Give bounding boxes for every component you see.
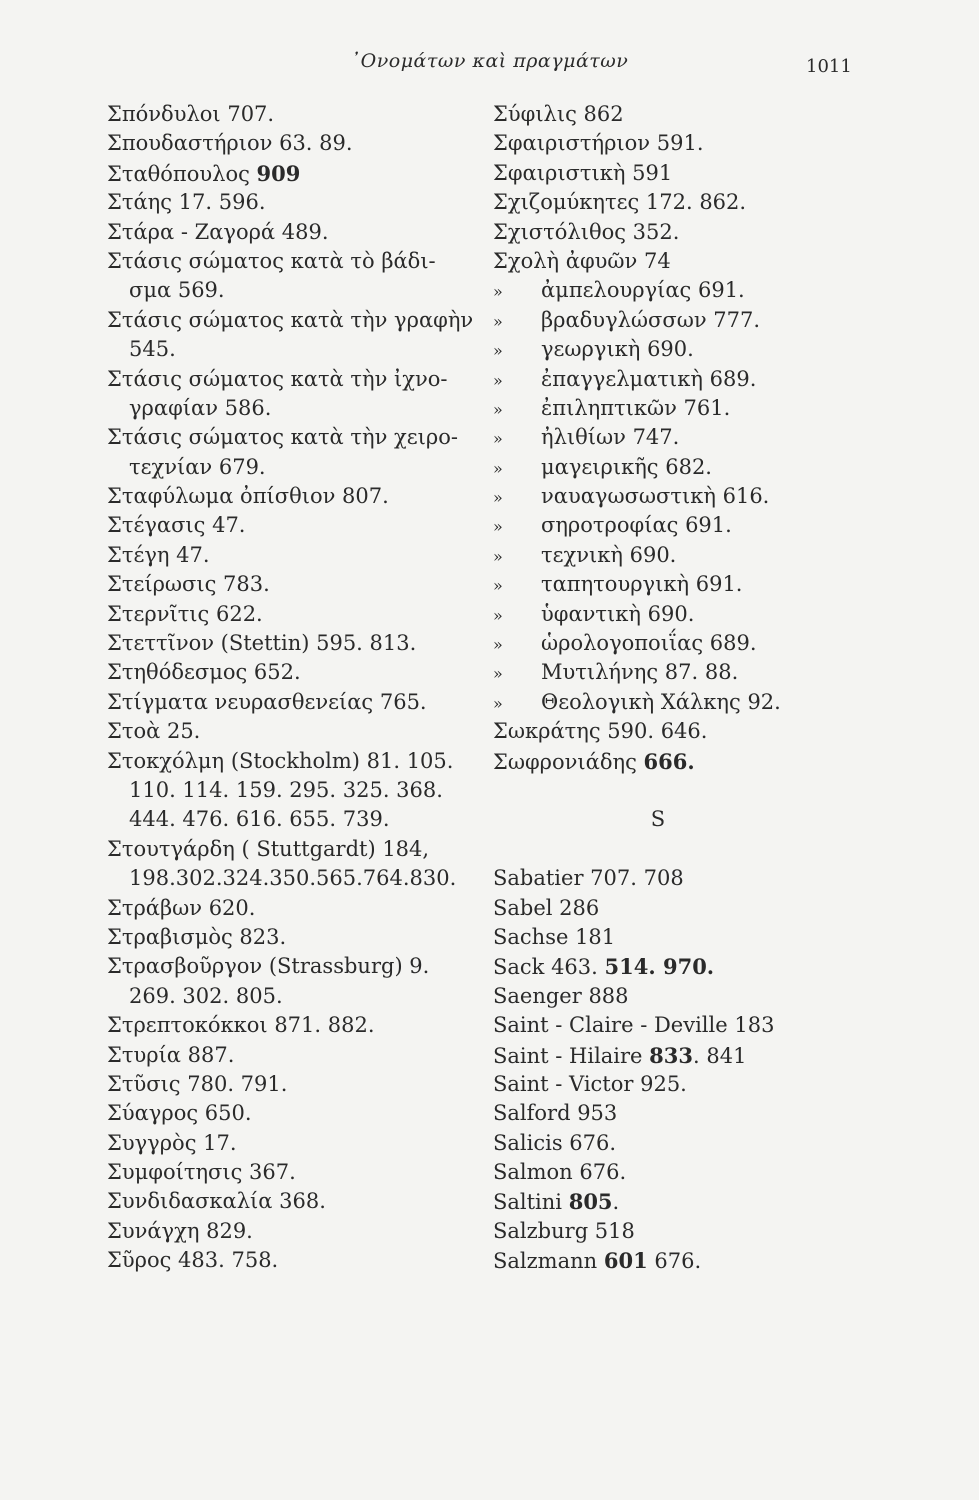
entry-text: ἐπιληπτικῶν 761. [541, 395, 731, 420]
bold-page-ref: 514. 970. [604, 954, 715, 980]
index-entry [493, 864, 823, 893]
index-entry [107, 306, 477, 335]
entry-text: Στάρα - Ζαγορά 489. [107, 219, 329, 244]
index-entry [107, 1011, 477, 1040]
entry-text: Στυρία 887. [107, 1042, 235, 1067]
index-entry [493, 365, 823, 394]
entry-text: μαγειρικῆς 682. [541, 454, 712, 479]
index-entry [493, 923, 823, 952]
entry-text: γραφίαν 586. [129, 395, 272, 420]
index-entry [107, 365, 477, 394]
entry-text: Σχιζομύκητες 172. 862. [493, 190, 747, 215]
entry-text: Στερνῖτις 622. [107, 601, 263, 626]
entry-text: Στράβων 620. [107, 895, 256, 920]
entry-text: Sack 463. [493, 955, 605, 980]
entry-text: Salicis 676. [493, 1130, 617, 1155]
index-entry [107, 511, 477, 540]
ditto-mark: » [493, 311, 503, 331]
entry-text: ἠλιθίων 747. [541, 425, 680, 450]
index-entry [493, 306, 823, 335]
entry-text: σηροτροφίας 691. [541, 513, 732, 538]
entry-text: 444. 476. 616. 655. 739. [129, 807, 390, 832]
index-entry [107, 747, 477, 776]
entry-text: Σύφιλις 862 [493, 102, 624, 126]
index-entry [107, 805, 477, 834]
entry-text: Salford 953 [493, 1101, 618, 1126]
index-entry [107, 658, 477, 687]
ditto-mark: » [493, 429, 503, 449]
index-entry [493, 1246, 823, 1275]
entry-text: Στάσις σώματος κατὰ τὴν χειρο- [107, 425, 458, 450]
ditto-mark: » [493, 664, 503, 684]
index-entry [107, 717, 477, 746]
index-entry [493, 688, 823, 717]
index-entry [493, 894, 823, 923]
entry-text: Σπουδαστήριον 63. 89. [107, 131, 353, 156]
index-entry [493, 541, 823, 570]
index-entry [493, 952, 823, 981]
entry-text: Σταφύλωμα ὀπίσθιον 807. [107, 484, 389, 509]
entry-text: Σωκράτης 590. 646. [493, 719, 708, 744]
bold-page-ref: 666. [643, 748, 695, 774]
index-entry [493, 658, 823, 687]
entry-text: Στέγη 47. [107, 542, 210, 567]
entry-text: Σχολὴ ἀφυῶν 74 [493, 248, 671, 273]
entry-text: Sachse 181 [493, 924, 616, 949]
index-entry [493, 1070, 823, 1099]
entry-text: Σωφρονιάδης [493, 749, 644, 774]
index-entry [493, 629, 823, 658]
index-entry [107, 894, 477, 923]
ditto-mark: » [493, 341, 503, 361]
index-entry [107, 982, 477, 1011]
index-entry [107, 1246, 477, 1275]
index-entry [107, 100, 477, 129]
entry-text: Saint - Victor 925. [493, 1071, 687, 1096]
index-entry [107, 1158, 477, 1187]
entry-text: Saenger 888 [493, 983, 629, 1008]
index-entry [107, 188, 477, 217]
index-entry [107, 600, 477, 629]
index-entry [493, 1158, 823, 1187]
entry-text: Στῦσις 780. 791. [107, 1071, 288, 1096]
ditto-mark: » [493, 605, 503, 625]
index-entry [107, 1187, 477, 1216]
entry-text: Στάσις σώματος κατὰ τὴν ἰχνο- [107, 366, 448, 391]
entry-text: Στίγματα νευρασθενείας 765. [107, 689, 427, 714]
entry-text: Μυτιλήνης 87. 88. [541, 660, 739, 685]
bold-page-ref: 805 [568, 1189, 613, 1215]
ditto-mark: » [493, 370, 503, 390]
index-entry [493, 335, 823, 364]
entry-text: . 841 [693, 1043, 747, 1068]
entry-text: Σχιστόλιθος 352. [493, 219, 680, 244]
entry-text: Θεολογικὴ Χάλκης 92. [541, 689, 781, 714]
index-entry [493, 835, 823, 864]
entry-text: τεχνίαν 679. [129, 454, 266, 479]
entry-text: Στάης 17. 596. [107, 190, 266, 215]
index-entry [107, 423, 477, 452]
entry-text: Στάσις σώματος κατὰ τὴν γραφὴν [107, 307, 474, 332]
index-entry [107, 159, 477, 188]
index-entry [493, 1011, 823, 1040]
entry-text: Στρασβοῦργον (Strassburg) 9. [107, 954, 430, 979]
entry-text: Στουτγάρδη ( Stuttgardt) 184, [107, 836, 430, 861]
entry-text: Συνάγχη 829. [107, 1218, 253, 1243]
entry-text: Στραβισμὸς 823. [107, 924, 287, 949]
index-entry [493, 129, 823, 158]
entry-text: Στείρωσις 783. [107, 572, 270, 597]
entry-text: Στοκχόλμη (Stockholm) 81. 105. [107, 748, 454, 773]
entry-text: Συνδιδασκαλία 368. [107, 1189, 326, 1214]
index-entry [493, 570, 823, 599]
index-column-left [107, 100, 477, 1276]
ditto-mark: » [493, 576, 503, 596]
section-letter [493, 805, 823, 834]
ditto-mark: » [493, 282, 503, 302]
ditto-mark: » [493, 399, 503, 419]
entry-text: βραδυγλώσσων 777. [541, 307, 761, 332]
index-entry [493, 1041, 823, 1070]
entry-text: ὑφαντικὴ 690. [541, 601, 695, 626]
index-entry [107, 952, 477, 981]
entry-text: S [650, 807, 666, 832]
entry-text: Sabel 286 [493, 895, 600, 920]
index-entry [107, 1070, 477, 1099]
index-entry [493, 1187, 823, 1216]
entry-text: Salmon 676. [493, 1160, 627, 1185]
entry-text: Salzburg 518 [493, 1218, 635, 1243]
entry-text: Saltini [493, 1190, 569, 1215]
index-entry [107, 1217, 477, 1246]
index-entry [493, 159, 823, 188]
entry-text: 545. [129, 337, 176, 362]
index-entry [493, 100, 823, 129]
index-entry [107, 688, 477, 717]
index-entry [107, 1041, 477, 1070]
bold-page-ref: 601 [603, 1248, 648, 1274]
index-entry [493, 511, 823, 540]
ditto-mark: » [493, 546, 503, 566]
entry-text: Στέγασις 47. [107, 513, 246, 538]
bold-page-ref: 909 [256, 160, 301, 186]
index-entry [493, 188, 823, 217]
ditto-mark: » [493, 488, 503, 508]
index-entry [107, 835, 477, 864]
entry-text: ἀμπελουργίας 691. [541, 278, 745, 303]
index-entry [107, 776, 477, 805]
index-entry [493, 218, 823, 247]
index-entry [493, 717, 823, 746]
entry-text: Salzmann [493, 1249, 604, 1274]
index-entry [493, 276, 823, 305]
index-entry [107, 923, 477, 952]
index-entry [107, 570, 477, 599]
ditto-mark: » [493, 517, 503, 537]
entry-text: 269. 302. 805. [129, 983, 283, 1008]
entry-text: Συμφοίτησις 367. [107, 1160, 296, 1185]
entry-text: Στηθόδεσμος 652. [107, 660, 301, 685]
index-entry [107, 218, 477, 247]
entry-text: Σφαιριστήριον 591. [493, 131, 704, 156]
index-entry [493, 1217, 823, 1246]
entry-text: τεχνικὴ 690. [541, 542, 677, 567]
page-number: 1011 [806, 56, 852, 77]
index-entry [107, 276, 477, 305]
entry-text: Σφαιριστικὴ 591 [493, 160, 673, 185]
index-entry [107, 394, 477, 423]
index-entry [107, 453, 477, 482]
ditto-mark: » [493, 458, 503, 478]
index-column-right [493, 100, 823, 1276]
index-entry [493, 982, 823, 1011]
entry-text: Συγγρὸς 17. [107, 1130, 237, 1155]
entry-text: ναυαγωσωστικὴ 616. [541, 484, 770, 509]
index-entry [493, 394, 823, 423]
index-entry [107, 129, 477, 158]
entry-text: Saint - Hilaire [493, 1043, 650, 1068]
entry-text: Saint - Claire - Deville 183 [493, 1013, 775, 1038]
entry-text: Στεττῖνον (Stettin) 595. 813. [107, 631, 417, 656]
index-entry [107, 482, 477, 511]
entry-text: Σῦρος 483. 758. [107, 1248, 279, 1273]
entry-text: . [612, 1190, 620, 1215]
entry-text: Στάσις σώματος κατὰ τὸ βάδι- [107, 248, 436, 273]
index-entry [107, 335, 477, 364]
entry-text: Σύαγρος 650. [107, 1101, 252, 1126]
index-entry [493, 423, 823, 452]
entry-text: γεωργικὴ 690. [541, 337, 694, 362]
index-entry [493, 453, 823, 482]
index-entry [107, 864, 477, 893]
entry-text: 198.302.324.350.565.764.830. [129, 866, 457, 891]
index-entry [493, 600, 823, 629]
index-entry [493, 247, 823, 276]
entry-text: Στρεπτοκόκκοι 871. 882. [107, 1013, 375, 1038]
index-entry [493, 776, 823, 805]
entry-text: σμα 569. [129, 278, 225, 303]
entry-text: 676. [647, 1249, 702, 1274]
index-entry [107, 541, 477, 570]
entry-text: Sabatier 707. 708 [493, 866, 684, 891]
entry-text: Σταθόπουλος [107, 161, 257, 186]
index-entry [107, 247, 477, 276]
entry-text: ὡρολογοποιΐας 689. [541, 631, 757, 656]
ditto-mark: » [493, 635, 503, 655]
bold-page-ref: 833 [649, 1042, 694, 1068]
index-entry [107, 1129, 477, 1158]
index-entry [493, 1129, 823, 1158]
index-entry [493, 1099, 823, 1128]
index-entry [107, 629, 477, 658]
entry-text: 110. 114. 159. 295. 325. 368. [129, 777, 443, 802]
index-entry [493, 747, 823, 776]
entry-text: ταπητουργικὴ 691. [541, 572, 743, 597]
ditto-mark: » [493, 693, 503, 713]
entry-text: Στοὰ 25. [107, 719, 201, 744]
running-header: ᾿Ονομάτων καὶ πραγμάτων [350, 50, 629, 72]
index-entry [493, 482, 823, 511]
entry-text: ἐπαγγελματικὴ 689. [541, 366, 757, 391]
entry-text: Σπόνδυλοι 707. [107, 102, 275, 126]
index-entry [107, 1099, 477, 1128]
